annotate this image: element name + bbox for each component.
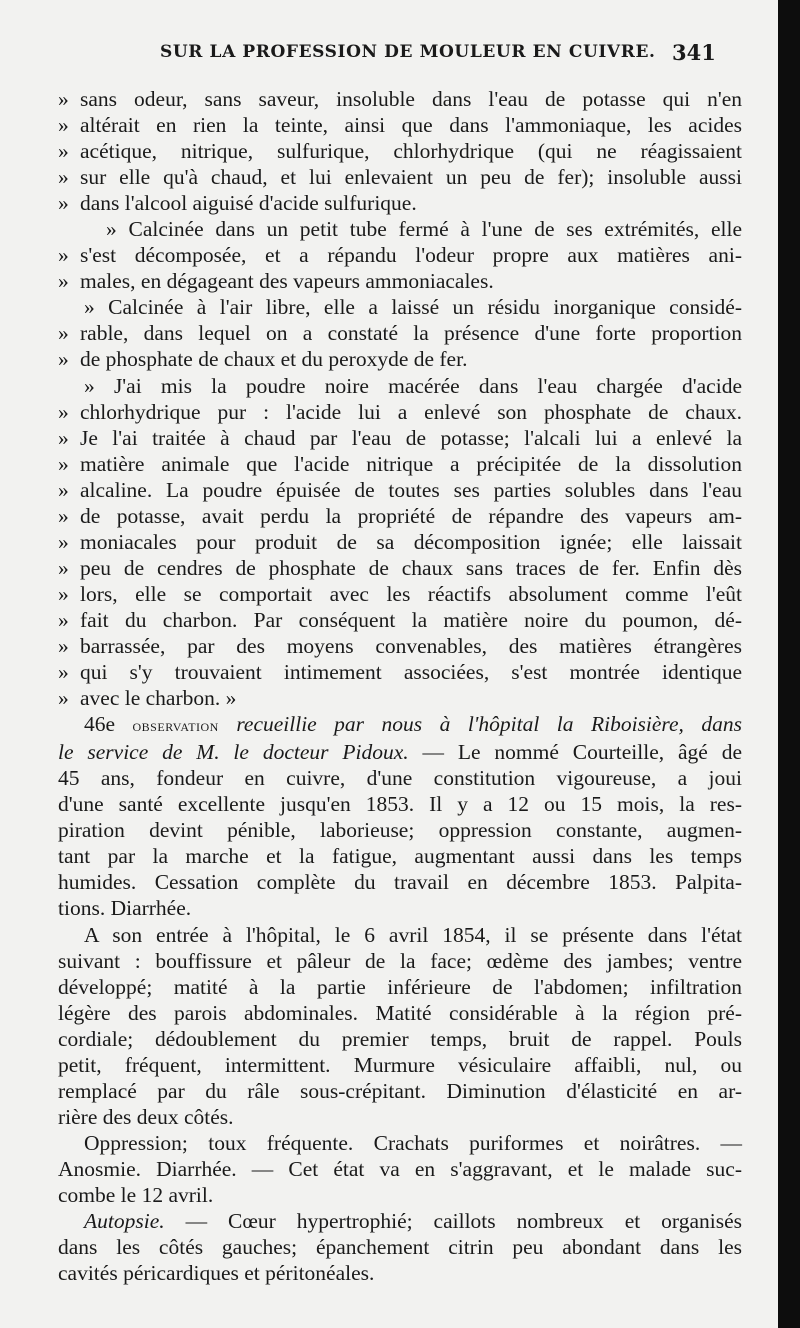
text-line <box>58 1000 742 1026</box>
text-line <box>58 503 742 529</box>
guillemet-marker: » <box>58 139 69 164</box>
text-line <box>58 190 742 216</box>
text-line <box>58 843 742 869</box>
line-text: males, en dégageant des vapeurs ammoniacales. <box>80 269 494 294</box>
line-text: sans odeur, sans saveur, insoluble dans l'eau de potasse qui n'en <box>80 87 742 111</box>
line-text: » Calcinée dans un petit tube fermé à l'une de ses extrémités, elle <box>106 217 742 242</box>
line-text: qui s'y trouvaient intimement associées, s'est montrée identique <box>80 660 742 685</box>
text-line <box>58 869 742 895</box>
line-text: barrassée, par des moyens convenables, des matières étrangères <box>80 633 742 658</box>
line-text: chlorhydrique pur : l'acide lui a enlevé son phosphate de chaux. <box>80 399 742 424</box>
guillemet-marker: » <box>58 243 69 268</box>
line-text: sur elle qu'à chaud, et lui enlevaient un peu de fer); insoluble aussi <box>80 165 742 190</box>
guillemet-marker: » <box>58 165 69 190</box>
observation-label: observation <box>132 716 219 736</box>
guillemet-marker: » <box>58 451 69 476</box>
observation-service: le service de M. le docteur Pidoux. <box>58 740 409 765</box>
page-header <box>0 42 800 76</box>
observation-number: 46e <box>84 712 116 737</box>
guillemet-marker: » <box>58 633 69 658</box>
line-text: remplacé par du râle sous-crépitant. Diminution d'élasticité en ar- <box>58 1078 742 1103</box>
admission-last-line: rière des deux côtés. <box>58 1104 234 1129</box>
guillemet-marker: » <box>58 425 69 450</box>
quoted-analysis-block <box>58 86 742 711</box>
text-line <box>58 164 742 190</box>
line-text: avec le charbon. » <box>80 686 237 711</box>
guillemet-marker: » <box>58 581 69 606</box>
observation-block <box>58 711 742 921</box>
guillemet-marker: » <box>58 529 69 554</box>
line-text: alcaline. La poudre épuisée de toutes ses parties solubles dans l'eau <box>80 477 742 502</box>
guillemet-marker: » <box>58 113 69 138</box>
page-number: 341 <box>672 40 716 65</box>
text-line <box>58 216 742 242</box>
observation-last-line: tions. Diarrhée. <box>58 896 192 921</box>
line-text: A son entrée à l'hôpital, le 6 avril 1854, il se présente dans l'état <box>84 922 742 947</box>
oppression-last-line: combe le 12 avril. <box>58 1182 214 1207</box>
guillemet-marker: » <box>58 347 69 372</box>
line-text: » Calcinée à l'air libre, elle a laissé un résidu inorganique considé- <box>84 295 742 320</box>
text-line <box>58 685 742 711</box>
text-line <box>58 607 742 633</box>
text-line <box>58 268 742 294</box>
line-text: Oppression; toux fréquente. Crachats puriformes et noirâtres. — <box>84 1130 742 1155</box>
text-line <box>58 373 742 399</box>
observation-second-line <box>58 739 742 765</box>
text-line <box>58 948 742 974</box>
guillemet-marker: » <box>58 269 69 294</box>
autopsy-first-rest: — Cœur hypertrophié; caillots nombreux et organisés <box>185 1209 742 1234</box>
observation-second-rest: — Le nommé Courteille, âgé de <box>422 740 742 765</box>
line-text: 45 ans, fondeur en cuivre, d'une constitution vigoureuse, a joui <box>58 766 742 791</box>
line-text: lors, elle se comportait avec les réactifs absolument comme l'eût <box>80 581 742 606</box>
running-title: SUR LA PROFESSION DE MOULEUR EN CUIVRE. <box>160 42 656 62</box>
text-line <box>58 633 742 659</box>
text-line <box>58 659 742 685</box>
line-text: fait du charbon. Par conséquent la matière noire du poumon, dé- <box>80 607 742 632</box>
text-line <box>58 242 742 268</box>
text-line <box>58 86 742 112</box>
guillemet-marker: » <box>58 555 69 580</box>
text-line <box>58 346 742 372</box>
guillemet-marker: » <box>58 321 69 346</box>
line-text: rable, dans lequel on a constaté la présence d'une forte proportion <box>80 321 742 346</box>
line-text: piration devint pénible, laborieuse; oppression constante, augmen- <box>58 818 742 843</box>
text-line <box>58 1130 742 1156</box>
line-text: peu de cendres de phosphate de chaux sans traces de fer. Enfin dès <box>80 555 742 580</box>
text-line <box>58 791 742 817</box>
text-line <box>58 320 742 346</box>
text-line <box>58 974 742 1000</box>
line-text: matière animale que l'acide nitrique a précipitée de la dissolution <box>80 451 742 476</box>
line-text: humides. Cessation complète du travail en décembre 1853. Palpita- <box>58 870 742 895</box>
line-text: de phosphate de chaux et du peroxyde de fer. <box>80 347 468 372</box>
line-text: Anosmie. Diarrhée. — Cet état va en s'aggravant, et le malade suc- <box>58 1156 742 1181</box>
line-text: acétique, nitrique, sulfurique, chlorhydrique (qui ne réagissaient <box>80 139 742 164</box>
guillemet-marker: » <box>58 686 69 711</box>
paragraph-oppression <box>58 1130 742 1208</box>
text-line <box>58 529 742 555</box>
guillemet-marker: » <box>58 503 69 528</box>
paragraph-autopsy <box>58 1208 742 1286</box>
text-line <box>58 555 742 581</box>
text-line <box>58 112 742 138</box>
text-line <box>58 1026 742 1052</box>
guillemet-marker: » <box>58 477 69 502</box>
body-text <box>58 86 742 1286</box>
text-line <box>58 922 742 948</box>
autopsy-last-line: cavités péricardiques et péritonéales. <box>58 1261 375 1286</box>
line-text: d'une santé excellente jusqu'en 1853. Il y a 12 ou 15 mois, la res- <box>58 792 742 817</box>
text-line <box>58 581 742 607</box>
autopsy-first-line <box>58 1208 742 1234</box>
text-line <box>58 765 742 791</box>
text-line <box>58 138 742 164</box>
scan-dark-margin <box>778 0 800 1328</box>
line-text: » J'ai mis la poudre noire macérée dans l'eau chargée d'acide <box>84 373 742 398</box>
line-text: développé; matité à la partie inférieure de l'abdomen; infiltration <box>58 974 742 999</box>
line-text: petit, fréquent, intermittent. Murmure vésiculaire affaibli, nul, ou <box>58 1052 742 1077</box>
guillemet-marker: » <box>58 660 69 685</box>
line-text: suivant : bouffissure et pâleur de la face; œdème des jambes; ventre <box>58 948 742 973</box>
line-text: s'est décomposée, et a répandu l'odeur propre aux matières ani- <box>80 243 742 268</box>
text-line <box>58 1052 742 1078</box>
line-text: Je l'ai traitée à chaud par l'eau de potasse; l'alcali lui a enlevé la <box>80 425 742 450</box>
guillemet-marker: » <box>58 191 69 216</box>
text-line <box>58 399 742 425</box>
autopsy-label: Autopsie. <box>84 1209 165 1234</box>
text-line <box>58 1156 742 1182</box>
observation-italic-heading: recueillie par nous à l'hôpital la Riboisière, dans <box>236 712 742 737</box>
guillemet-marker: » <box>58 87 69 111</box>
line-text: altérait en rien la teinte, ainsi que dans l'ammoniaque, les acides <box>80 113 742 138</box>
line-text: de potasse, avait perdu la propriété de répandre des vapeurs am- <box>80 503 742 528</box>
text-line <box>58 1234 742 1260</box>
guillemet-marker: » <box>58 399 69 424</box>
paragraph-admission <box>58 922 742 1130</box>
line-text: dans l'alcool aiguisé d'acide sulfurique. <box>80 191 417 216</box>
guillemet-marker: » <box>58 607 69 632</box>
line-text: légère des parois abdominales. Matité considérable à la région pré- <box>58 1000 742 1025</box>
line-text: moniacales pour produit de sa décomposition ignée; elle laissait <box>80 529 742 554</box>
text-line <box>58 425 742 451</box>
text-line <box>58 294 742 320</box>
observation-heading-line <box>58 711 742 739</box>
line-text: cordiale; dédoublement du premier temps, bruit de rappel. Pouls <box>58 1026 742 1051</box>
text-line <box>58 477 742 503</box>
line-text: dans les côtés gauches; épanchement citrin peu abondant dans les <box>58 1235 742 1260</box>
text-line <box>58 1078 742 1104</box>
text-line <box>58 817 742 843</box>
text-line <box>58 451 742 477</box>
line-text: tant par la marche et la fatigue, augmentant aussi dans les temps <box>58 844 742 869</box>
